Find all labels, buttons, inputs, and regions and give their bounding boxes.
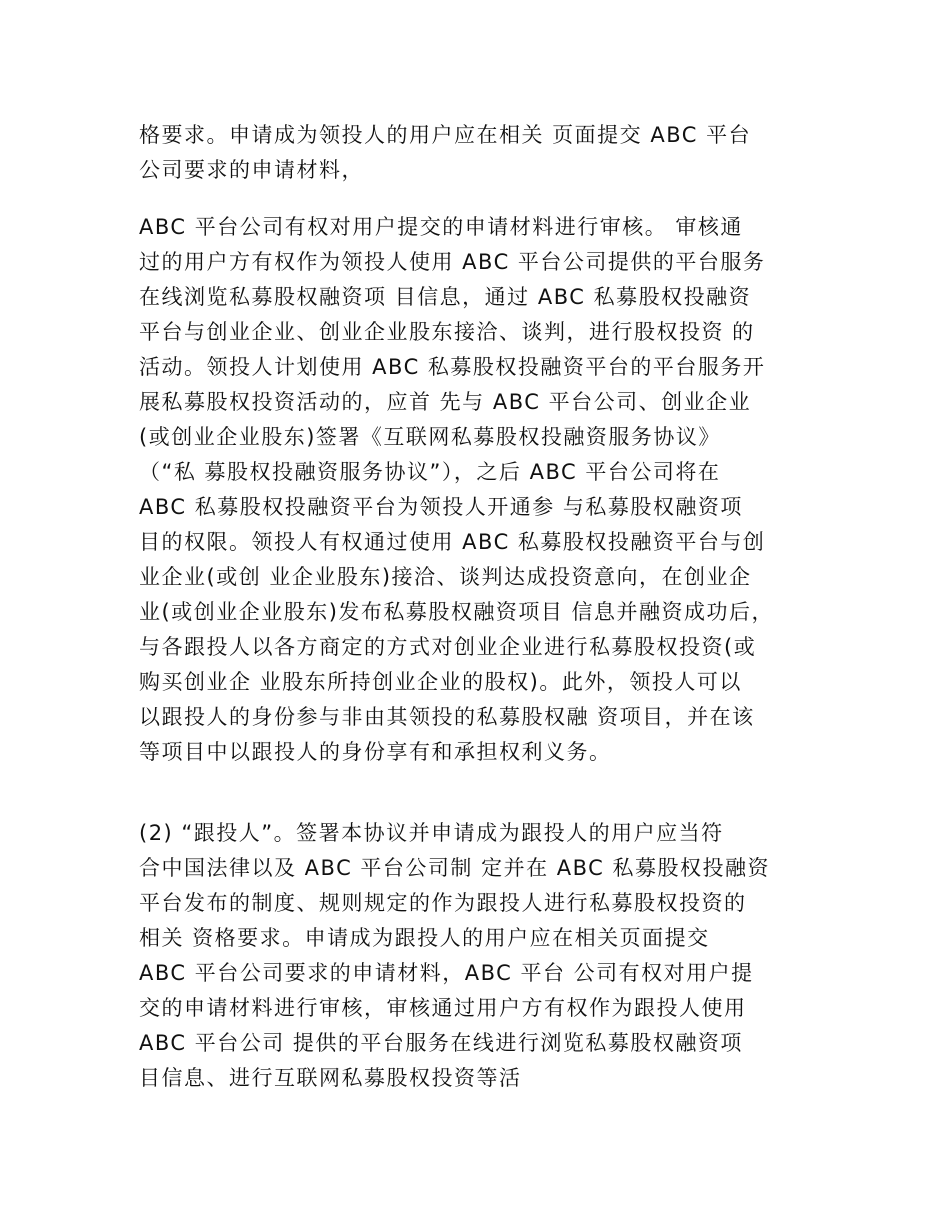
paragraph-lead-investor-rights [139, 210, 839, 770]
text-line: 业企业(或创 业企业股东)接洽、谈判达成投资意向，在创业企 [139, 565, 752, 589]
text-line: 以跟投人的身份参与非由其领投的私募股权融 资项目，并在该 [139, 705, 755, 729]
text-line: 活动。领投人计划使用 ABC 私募股权投融资平台的平台服务开 [139, 355, 766, 379]
text-line: 目信息、进行互联网私募股权投资等活 [139, 1066, 522, 1090]
text-line: 公司要求的申请材料， [139, 158, 364, 182]
text-line: 业(或创业企业股东)发布私募股权融资项目 信息并融资成功后， [139, 600, 775, 624]
text-line: 合中国法律以及 ABC 平台公司制 定并在 ABC 私募股权投融资 [139, 856, 771, 880]
text-line: 展私募股权投资活动的，应首 先与 ABC 平台公司、创业企业 [139, 390, 752, 414]
text-line: 目的权限。领投人有权通过使用 ABC 私募股权投融资平台与创 [139, 530, 766, 554]
text-line: 相关 资格要求。申请成为跟投人的用户应在相关页面提交 [139, 926, 710, 950]
text-line: ABC 私募股权投融资平台为领投人开通参 与私募股权融资项 [139, 495, 743, 519]
text-line: 在线浏览私募股权融资项 目信息，通过 ABC 私募股权投融资 [139, 285, 752, 309]
text-line: 过的用户方有权作为领投人使用 ABC 平台公司提供的平台服务 [139, 250, 766, 274]
text-line: (或创业企业股东)签署《互联网私募股权投融资服务协议》 [139, 425, 721, 449]
text-line: (2) “跟投人”。签署本协议并申请成为跟投人的用户应当符 [139, 821, 724, 845]
text-line: 交的申请材料进行审核，审核通过用户方有权作为跟投人使用 [139, 996, 747, 1020]
text-line: ABC 平台公司要求的申请材料，ABC 平台 公司有权对用户提 [139, 961, 754, 985]
text-line: 平台发布的制度、规则规定的作为跟投人进行私募股权投资的 [139, 891, 747, 915]
text-line: 格要求。申请成为领投人的用户应在相关 页面提交 ABC 平台 [139, 123, 752, 147]
text-line: 与各跟投人以各方商定的方式对创业企业进行私募股权投资(或 [139, 635, 757, 659]
text-line: ABC 平台公司有权对用户提交的申请材料进行审核。 审核通 [139, 215, 743, 239]
text-line: （“私 募股权投融资服务协议”），之后 ABC 平台公司将在 [139, 460, 721, 484]
text-line: 平台与创业企业、创业企业股东接洽、谈判，进行股权投资 的 [139, 320, 755, 344]
text-line: 等项目中以跟投人的身份享有和承担权利义务。 [139, 740, 612, 764]
text-line: ABC 平台公司 提供的平台服务在线进行浏览私募股权融资项 [139, 1031, 743, 1055]
paragraph-follow-investor [139, 816, 839, 1096]
text-line: 购买创业企 业股东所持创业企业的股权)。此外，领投人可以 [139, 670, 742, 694]
paragraph-lead-investor-requirements [139, 118, 839, 188]
